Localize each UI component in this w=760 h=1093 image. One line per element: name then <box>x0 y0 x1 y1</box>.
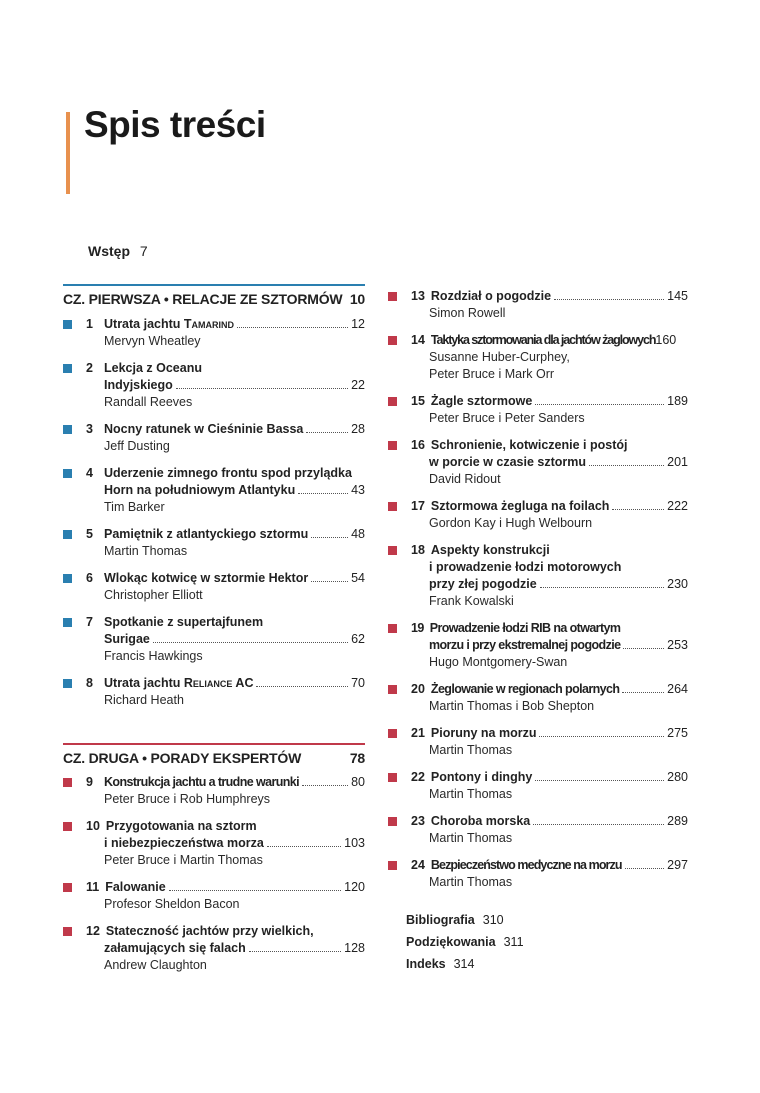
intro-label: Wstęp <box>88 243 130 259</box>
bullet-square <box>388 729 397 738</box>
bullet-square <box>63 927 72 936</box>
toc-entry-11[interactable]: 11 Falowanie 120 Profesor Sheldon Bacon <box>63 879 365 913</box>
backmatter-list <box>388 909 688 975</box>
bullet-square <box>63 574 72 583</box>
part2-page: 78 <box>349 750 365 766</box>
toc-entry-24[interactable]: 24 Bezpieczeństwo medyczne na morzu 297 Martin Thomas <box>388 857 688 891</box>
toc-entry-4[interactable]: 4 Uderzenie zimnego frontu spod przylądka Horn na południowym Atlantyku 43 Tim Barker <box>63 465 365 516</box>
toc-entry-19[interactable]: 19 Prowadzenie łodzi RIB na otwartym morzu i przy ekstremalnej pogodzie 253 Hugo Montgomery-Swan <box>388 620 688 671</box>
chapter-author-2: Peter Bruce i Mark Orr <box>429 367 555 381</box>
part2-heading[interactable] <box>63 743 365 766</box>
bullet-square <box>388 685 397 694</box>
part1-page: 10 <box>349 291 365 307</box>
chapter-author: David Ridout <box>429 472 501 486</box>
chapter-author: Andrew Claughton <box>104 958 207 972</box>
toc-entry-14[interactable]: 14 Taktyka sztormowania dla jachtów żaglowych 160 Susanne Huber-Curphey, Peter Bruce i Mark Orr <box>388 332 688 383</box>
chapter-author: Richard Heath <box>104 693 184 707</box>
chapter-author: Martin Thomas <box>429 787 513 801</box>
bullet-square <box>388 624 397 633</box>
chapter-author: Hugo Montgomery-Swan <box>429 655 568 669</box>
toc-entry-6[interactable]: 6 Wlokąc kotwicę w sztormie Hektor 54 Christopher Elliott <box>63 570 365 604</box>
bullet-square <box>388 336 397 345</box>
toc-entry-1[interactable]: 1 Utrata jachtu Tamarind 12 Mervyn Wheatley <box>63 316 365 350</box>
bullet-square <box>63 530 72 539</box>
toc-entry-7[interactable]: 7 Spotkanie z supertajfunem Surigae 62 Francis Hawkings <box>63 614 365 665</box>
chapter-author: Martin Thomas i Bob Shepton <box>429 699 595 713</box>
chapter-author: Mervyn Wheatley <box>104 334 201 348</box>
toc-left-column <box>63 284 365 974</box>
chapter-author: Frank Kowalski <box>429 594 514 608</box>
bullet-square <box>63 822 72 831</box>
toc-entry-18[interactable]: 18 Aspekty konstrukcji i prowadzenie łodzi motorowych przy złej pogodzie 230 Frank Kowalski <box>388 542 688 610</box>
toc-entry-22[interactable]: 22 Pontony i dinghy 280 Martin Thomas <box>388 769 688 803</box>
toc-entry-3[interactable]: 3 Nocny ratunek w Cieśninie Bassa 28 Jeff Dusting <box>63 421 365 455</box>
toc-entry-10[interactable]: 10 Przygotowania na sztorm i niebezpieczeństwa morza 103 Peter Bruce i Martin Thomas <box>63 818 365 869</box>
bullet-square <box>63 883 72 892</box>
chapter-author: Tim Barker <box>104 500 165 514</box>
toc-entry-8[interactable]: 8 Utrata jachtu Reliance AC 70 Richard Heath <box>63 675 365 709</box>
backmatter-bibliografia[interactable]: Bibliografia 310 <box>406 913 504 927</box>
page-title: Spis treści <box>84 104 266 145</box>
chapter-author: Martin Thomas <box>104 544 188 558</box>
bullet-square <box>388 861 397 870</box>
chapter-author: Randall Reeves <box>104 395 193 409</box>
chapter-author: Peter Bruce i Peter Sanders <box>429 411 585 425</box>
toc-entry-23[interactable]: 23 Choroba morska 289 Martin Thomas <box>388 813 688 847</box>
chapter-author: Simon Rowell <box>429 306 506 320</box>
bullet-square <box>63 425 72 434</box>
bullet-square <box>388 292 397 301</box>
chapter-author: Christopher Elliott <box>104 588 203 602</box>
bullet-square <box>388 441 397 450</box>
bullet-square <box>63 679 72 688</box>
part1-heading[interactable] <box>63 284 365 307</box>
part1-title: CZ. PIERWSZA • RELACJE ZE SZTORMÓW <box>63 291 343 307</box>
toc-entry-17[interactable]: 17 Sztormowa żegluga na foilach 222 Gordon Kay i Hugh Welbourn <box>388 498 688 532</box>
chapter-author: Martin Thomas <box>429 831 513 845</box>
chapter-author: Francis Hawkings <box>104 649 203 663</box>
chapter-author: Martin Thomas <box>429 875 513 889</box>
toc-entry-2[interactable]: 2 Lekcja z Oceanu Indyjskiego 22 Randall Reeves <box>63 360 365 411</box>
bullet-square <box>63 778 72 787</box>
part2-title: CZ. DRUGA • PORADY EKSPERTÓW <box>63 750 302 766</box>
toc-entry-13[interactable]: 13 Rozdział o pogodzie 145 Simon Rowell <box>388 288 688 322</box>
toc-entry-15[interactable]: 15 Żagle sztormowe 189 Peter Bruce i Peter Sanders <box>388 393 688 427</box>
toc-entry-21[interactable]: 21 Pioruny na morzu 275 Martin Thomas <box>388 725 688 759</box>
backmatter-podziekowania[interactable]: Podziękowania 311 <box>406 935 524 949</box>
toc-entry-12[interactable]: 12 Stateczność jachtów przy wielkich, załamujących się falach 128 Andrew Claughton <box>63 923 365 974</box>
bullet-square <box>388 546 397 555</box>
chapter-author: Susanne Huber-Curphey, <box>429 350 570 364</box>
bullet-square <box>388 502 397 511</box>
bullet-square <box>63 469 72 478</box>
chapter-author: Gordon Kay i Hugh Welbourn <box>429 516 593 530</box>
chapter-author: Profesor Sheldon Bacon <box>104 897 240 911</box>
toc-entry-16[interactable]: 16 Schronienie, kotwiczenie i postój w porcie w czasie sztormu 201 David Ridout <box>388 437 688 488</box>
bullet-square <box>388 773 397 782</box>
chapter-author: Peter Bruce i Rob Humphreys <box>104 792 271 806</box>
toc-entry-20[interactable]: 20 Żeglowanie w regionach polarnych 264 Martin Thomas i Bob Shepton <box>388 681 688 715</box>
toc-right-column <box>388 284 688 975</box>
chapter-author: Peter Bruce i Martin Thomas <box>104 853 263 867</box>
title-accent-bar <box>66 112 70 194</box>
bullet-square <box>63 320 72 329</box>
bullet-square <box>388 397 397 406</box>
bullet-square <box>388 817 397 826</box>
toc-entry-9[interactable]: 9 Konstrukcja jachtu a trudne warunki 80 Peter Bruce i Rob Humphreys <box>63 774 365 808</box>
bullet-square <box>63 364 72 373</box>
backmatter-indeks[interactable]: Indeks 314 <box>406 957 475 971</box>
intro-page: 7 <box>139 243 148 259</box>
toc-intro[interactable] <box>88 243 148 259</box>
chapter-author: Martin Thomas <box>429 743 513 757</box>
bullet-square <box>63 618 72 627</box>
chapter-author: Jeff Dusting <box>104 439 170 453</box>
toc-entry-5[interactable]: 5 Pamiętnik z atlantyckiego sztormu 48 Martin Thomas <box>63 526 365 560</box>
